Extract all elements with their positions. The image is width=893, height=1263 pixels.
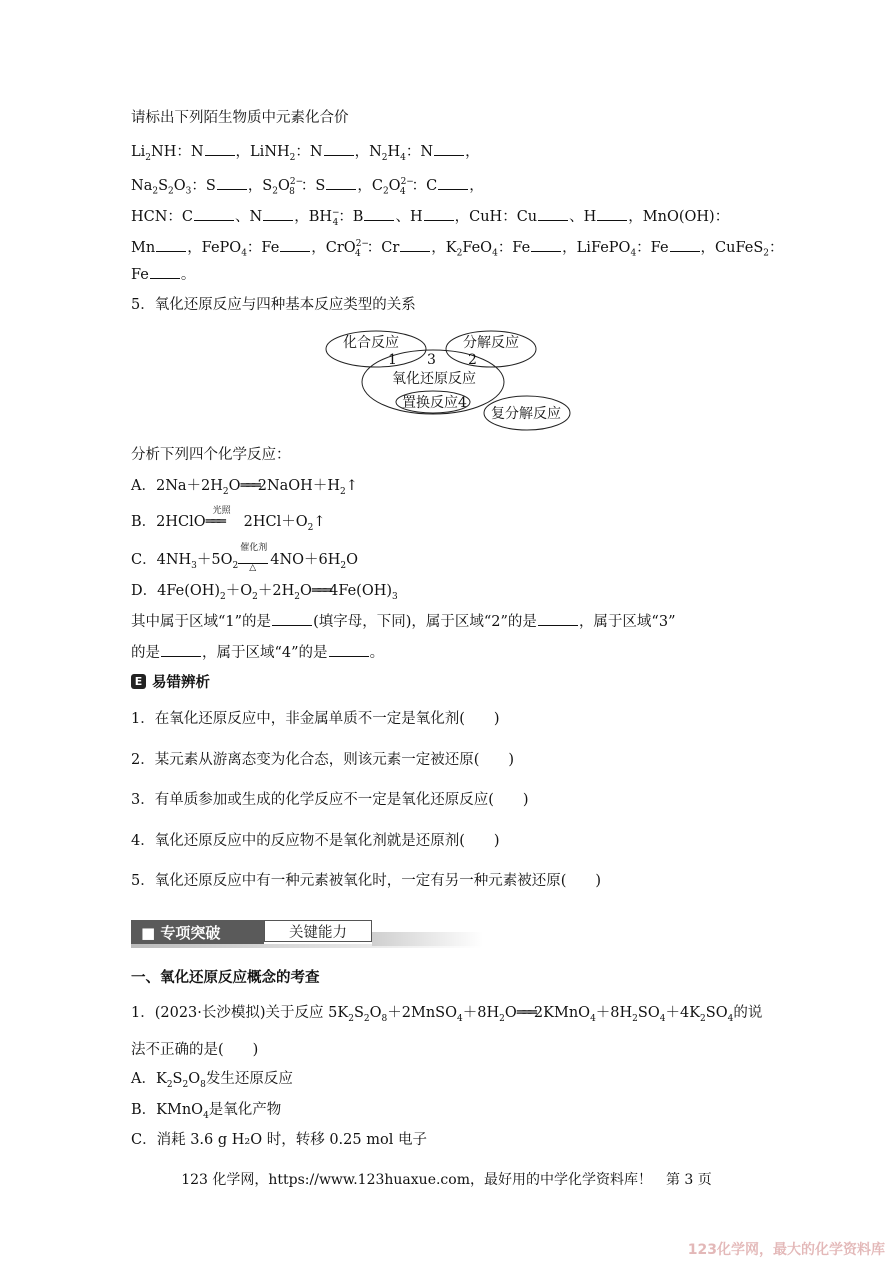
blank [438,175,468,190]
question-5-title: 5．氧化还原反应与四种基本反应类型的关系 [131,297,416,313]
blank [424,206,454,221]
blank [531,237,561,252]
error-item-2: 2．某元素从游离态变为化合态，则该元素一定被还原( ) [131,752,515,768]
combination-ellipse [326,331,426,367]
valence-line-4: Mn ，FePO$_4$：Fe ，CrO$^{2-}_4$ ：Cr ，$K_2FeO_4$：Fe ，LiFePO$_4$：Fe ，CuFeS$_2$： [131,234,783,264]
label-double: 复分解反应 [491,406,561,422]
error-item-3: 3．有单质参加或生成的化学反应不一定是氧化还原反应( ) [131,792,529,808]
blank [434,141,464,156]
blank [400,237,430,252]
blank [324,141,354,156]
reaction-b: B．2HClO 光照 ═══ $2HCl+O_2↑$ [131,506,326,533]
error-item-5: 5．氧化还原反应中有一种元素被氧化时，一定有另一种元素被还原( ) [131,873,602,889]
blank [538,611,578,626]
fill-line-2: 的是 ，属于区域“4”的是 。 [131,642,384,663]
label-n2: 2 [468,352,477,368]
blank [329,642,369,657]
label-n1: 1 [388,352,397,368]
blank [280,237,310,252]
blank [538,206,568,221]
errors-section-header [131,671,210,692]
reaction-d: D．$4Fe(OH)_2+O_2+2H_2O═══4Fe(OH)_3$ [131,583,398,602]
option-c: C．消耗 3.6 g H₂O 时，转移 0.25 mol 电子 [131,1132,427,1148]
label-displacement: 置换反应4 [402,395,467,411]
intro-text: 请标出下列陌生物质中元素化合价 [131,110,349,126]
valence-line-2: $Na_2S_2O_3$：S ，$S_2O^{2-}_8$ ：S ，$C_2O^{2-}_4$ ：C ， [131,172,484,202]
banner-key-ability: 关键能力 [264,920,372,942]
blank [194,206,234,221]
error-item-4: 4．氧化还原反应中的反应物不是氧化剂就是还原剂( ) [131,833,500,849]
blank [150,264,180,279]
analyze-text: 分析下列四个化学反应： [131,447,291,463]
option-a: A．$K_2S_2O_8$发生还原反应 [131,1071,293,1090]
valence-line-3: HCN：C 、N ，$BH^-_4$：B 、H ，CuH：Cu 、H ，MnO(OH)： [131,203,729,233]
reaction-a: A．$2Na+2H_2O═══2NaOH+H_2↑$ [131,478,358,497]
reaction-c: C．$4NH_3+5O_2$ 催化剂 △ $4NO+6H_2O$ [131,543,359,573]
blank [156,237,186,252]
error-analysis-icon: E [131,674,146,689]
section-banner [131,918,483,948]
section-1-title: 一、氧化还原反应概念的考查 [131,969,320,986]
label-redox: 氧化还原反应 [392,371,476,387]
blank [670,237,700,252]
watermark: 123化学网，最大的化学资料库 [687,1242,885,1258]
blank [326,175,356,190]
blank [364,206,394,221]
problem-1-line-2: 法不正确的是( ) [131,1042,259,1058]
blank [263,206,293,221]
blank [272,611,312,626]
error-item-1: 1．在氧化还原反应中，非金属单质不一定是氧化剂( ) [131,711,500,727]
banner-special-topic: ■ 专项突破 [131,920,264,944]
banner-gradient [372,932,483,946]
label-decomposition: 分解反应 [463,335,519,351]
blank [205,141,235,156]
decomposition-ellipse [446,331,536,367]
fill-line-1: 其中属于区域“1”的是 (填字母，下同)，属于区域“2”的是 ，属于区域“3” [131,611,676,632]
double-decomposition-ellipse [484,396,570,430]
page-footer: 123 化学网，https://www.123huaxue.com，最好用的中学化学资料库！ 第 3 页 [181,1172,712,1188]
option-b: B．KMnO$_4$是氧化产物 [131,1102,282,1121]
label-combination: 化合反应 [343,335,399,351]
valence-line-1: $Li_2NH$：N ，LiNH$_2$：N ，$N_2H_4$：N ， [131,141,480,168]
redox-ellipse [362,350,504,414]
blank [161,642,201,657]
problem-1-line-1: 1．(2023·长沙模拟)关于反应 $5K_2S_2O_8+2MnSO_4+8H_2O═══2KMnO_4+8H_2SO_4+4K_2SO_4$的说 [131,1005,763,1024]
displacement-ellipse [396,391,470,413]
blank [217,175,247,190]
errors-title: 易错辨析 [152,674,210,691]
valence-line-5: Fe 。 [131,264,195,285]
label-n3: 3 [427,352,436,368]
blank [597,206,627,221]
